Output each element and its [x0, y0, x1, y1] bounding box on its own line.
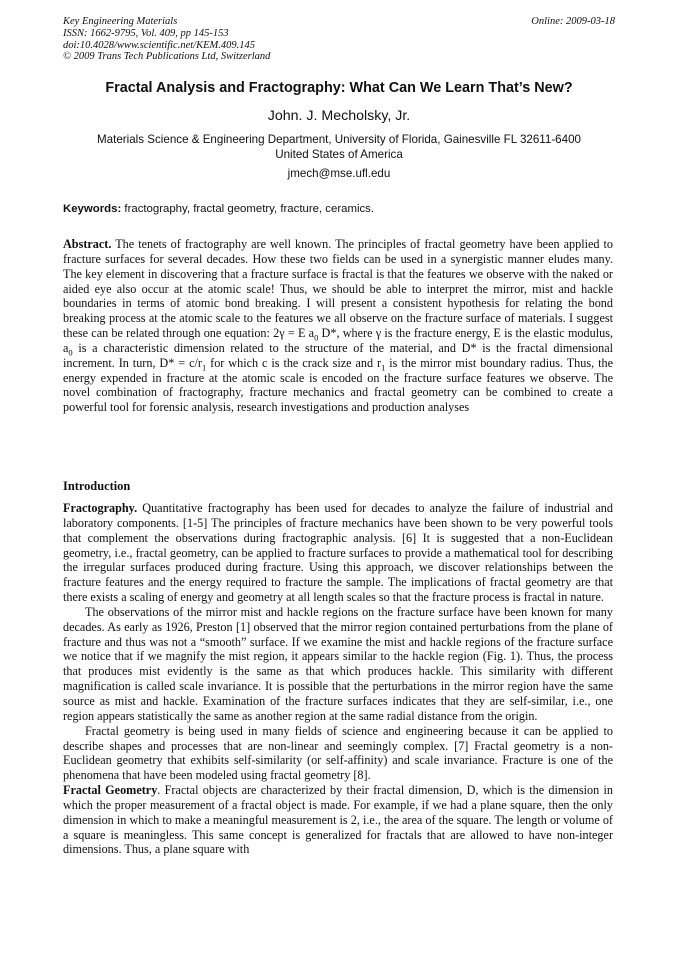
affiliation	[40, 132, 638, 162]
abstract-sub-2: 0	[68, 347, 73, 358]
fractography-text: Quantitative fractography has been used for decades to analyze the failure of industrial and laboratory components. [1-5] The principles of fracture mechanics have been shown to be very powerful tools that complement the observations during fractographic analysis. [6] It is suggested that a non-Euclidean geometry, i.e., fractal geometry, can be applied to fracture surfaces to provide a mathematical tool for describing the irregular surfaces produced during fracture. Using this approach, we discover relationships between the fracture features and the energy required to fracture the sample. The implications of fractal geometry are that there exists a scaling of energy and geometry at all length scales so that the fracture process is fractal in nature.	[63, 501, 613, 605]
abstract-text-4: for which c is the crack size and r	[206, 355, 382, 370]
abstract-text-5: is the mirror mist boundary radius. Thus, the energy expended in fracture at the atomic scale is encoded on the fracture surface features we observe. The novel combination of fractography, fracture mechanics and fractal geometry can be combined to create a powerful tool for forensic analysis, research investigations and production analyses	[63, 355, 613, 415]
journal-name: Key Engineering Materials	[63, 16, 178, 27]
abstract-text-3: is a characteristic dimension related to the structure of the material, and D* is the fractal dimensional increment. In turn, D* = c/r	[63, 340, 613, 370]
issn-line: ISSN: 1662-9795, Vol. 409, pp 145-153	[63, 27, 229, 39]
copyright-line: © 2009 Trans Tech Publications Ltd, Switzerland	[63, 51, 271, 63]
keywords	[63, 203, 615, 215]
abstract-sub-1: 0	[314, 332, 319, 343]
paragraph-fractal-geometry	[63, 783, 613, 857]
affiliation-line-2: United States of America	[275, 148, 403, 161]
keywords-text: fractography, fractal geometry, fracture, ceramics.	[121, 203, 375, 215]
abstract	[63, 237, 613, 415]
affiliation-line-1: Materials Science & Engineering Department, University of Florida, Gainesville FL 32611-6400	[97, 133, 581, 146]
paragraph-fractal-geometry-use: Fractal geometry is being used in many fields of science and engineering because it can be applied to describe shapes and processes that are non-linear and seemingly complex. [7] Fractal geometry is a non-Euclidean geometry that exhibits self-similarity (or self-affinity) and scale invariance. Fracture is one of the phenomena that have been modeled using fractal geometry [8].	[63, 723, 613, 783]
fractal-geometry-label: Fractal Geometry	[63, 783, 158, 798]
fractal-geometry-text: . Fractal objects are characterized by their fractal dimension, D, which is the dimension in which the proper measurement of a fractal object is made. For example, if we had a plane square, then the only dimension in which to make a meaningful measurement is 2, i.e., the area of the square. The length or volume of a square is meaningless. This same concept is generalized for fractals that are allowed to have non-integer dimensions. Thus, a plane square with	[63, 783, 613, 857]
abstract-sub-4: 1	[381, 362, 386, 373]
online-date: Online: 2009-03-18	[531, 16, 615, 27]
introduction-heading: Introduction	[63, 479, 131, 493]
abstract-text-2: D*, where γ is the fracture energy, E is the elastic modulus, a	[63, 326, 613, 355]
journal-header	[63, 16, 270, 63]
paragraph-fractography	[63, 501, 613, 605]
keywords-label: Keywords:	[63, 203, 122, 215]
fractography-label: Fractography.	[63, 501, 138, 515]
paragraph-mirror-mist: The observations of the mirror mist and hackle regions on the fracture surface have been known for many decades. As early as 1926, Preston [1] observed that the mirror region contained perturbations from the plane of fracture and thus was not a “smooth” surface. If we examine the mist and hackle regions of the fracture surface we notice that if we magnify the mist region, it appears similar to the hackle region (Fig. 1). Thus, the process that produces mist evidently is the same as that which produces hackle. This similarity with different magnification is called scale invariance. It is possible that the perturbations in the mirror region have the same source as mist and hackle. Examination of the fracture surfaces indicates that they are self-similar, i.e., one region appears statistically the same as another region at the same radial distance from the origin.	[63, 604, 613, 723]
abstract-label: Abstract.	[63, 237, 112, 251]
abstract-sub-3: 1	[201, 362, 207, 373]
paper-title: Fractal Analysis and Fractography: What Can We Learn That’s New?	[105, 80, 573, 96]
doi-line: doi:10.4028/www.scientific.net/KEM.409.145	[63, 39, 255, 51]
abstract-text-1: The tenets of fractography are well known. The principles of fractal geometry have been applied to fracture surfaces for several decades. How these two fields can be used in a synergistic manner eludes many. The key element in discovering that a fracture surface is fractal is that the features we observe with the naked or aided eye also occur at the atomic scale! Thus, we should be able to interpret the mirror, mist and hackle boundaries in terms of atomic bond breaking. I will present a consistent hypothesis for relating the bond breaking process at the atomic scale to the features we all observe on the fracture surface of materials. I suggest these can be related through one equation: 2γ = E a	[63, 237, 613, 341]
author-email: jmech@mse.ufl.edu	[287, 167, 391, 180]
author-name: John. J. Mecholsky, Jr.	[267, 108, 411, 124]
introduction-body	[63, 501, 613, 857]
